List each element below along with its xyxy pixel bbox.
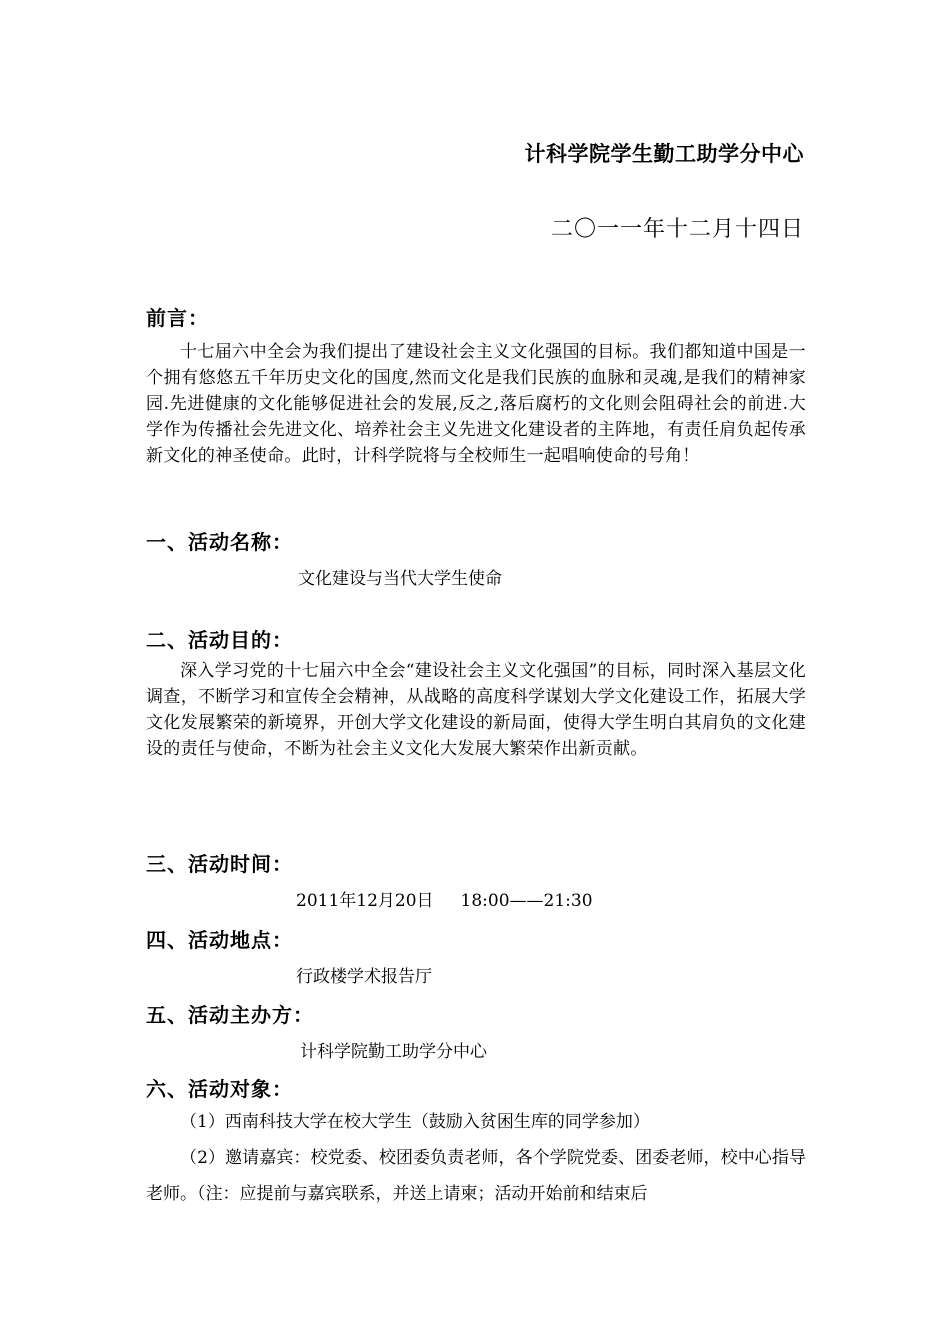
activity-time-value: 2011年12月20日 18:00——21:30 bbox=[296, 891, 593, 911]
activity-audience-heading: 六、活动对象： bbox=[146, 1077, 293, 1101]
activity-name-heading: 一、活动名称： bbox=[146, 530, 293, 554]
audience-item-2: （2）邀请嘉宾：校党委、校团委负责老师，各个学院党委、团委老师，校中心指导老师。（注：应提前与嘉宾联系，并送上请柬；活动开始前和结束后 bbox=[146, 1148, 806, 1204]
activity-organizer-value: 计科学院勤工助学分中心 bbox=[300, 1042, 487, 1062]
activity-purpose-body: 深入学习党的十七届六中全会“建设社会主义文化强国”的目标，同时深入基层文化调查，不断学习和宣传全会精神，从战略的高度科学谋划大学文化建设工作，拓展大学文化发展繁荣的新境界，开创大学文化建设的新局面，使得大学生明白其肩负的文化建设的责任与使命，不断为社会主义文化大发展大繁荣作出新贡献。 bbox=[146, 661, 806, 759]
audience-item-1: （1）西南科技大学在校大学生（鼓励入贫困生库的同学参加） bbox=[180, 1112, 650, 1132]
activity-name-value: 文化建设与当代大学生使命 bbox=[298, 569, 502, 589]
activity-location-heading: 四、活动地点： bbox=[146, 928, 293, 952]
organization-name: 计科学院学生勤工助学分中心 bbox=[524, 141, 804, 166]
activity-purpose-heading: 二、活动目的： bbox=[146, 628, 293, 652]
preface-heading: 前言： bbox=[146, 306, 209, 330]
preface-body: 十七届六中全会为我们提出了建设社会主义文化强国的目标。我们都知道中国是一个拥有悠悠五千年历史文化的国度,然而文化是我们民族的血脉和灵魂,是我们的精神家园.先进健康的文化能够促进社会的发展,反之,落后腐朽的文化则会阻碍社会的前进.大学作为传播社会先进文化、培养社会主义先进文化建设者的主阵地，有责任肩负起传承新文化的神圣使命。此时，计科学院将与全校师生一起唱响使命的号角！ bbox=[146, 342, 806, 466]
activity-time-heading: 三、活动时间： bbox=[146, 852, 293, 876]
document-date: 二〇一一年十二月十四日 bbox=[550, 217, 804, 242]
activity-location-value: 行政楼学术报告厅 bbox=[296, 967, 432, 987]
activity-organizer-heading: 五、活动主办方： bbox=[146, 1003, 314, 1027]
